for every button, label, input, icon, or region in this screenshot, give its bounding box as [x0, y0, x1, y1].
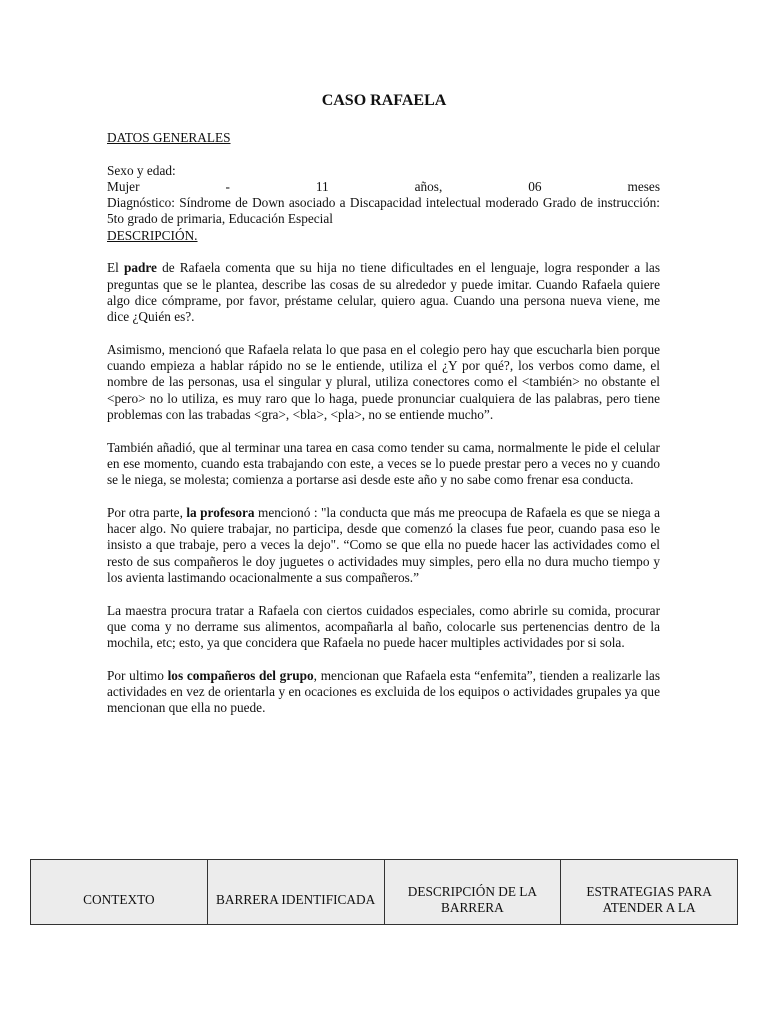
paragraph-tambien: También añadió, que al terminar una tarea en casa como tender su cama, normalmente le pide el celular en ese momento, cuando esta trabajando con este, a veces se lo puede prestar pero a veces no y cuando se le niega, se molesta; comienza a portarse asi desde este año y no sabe como frenar esa conducta.	[107, 439, 660, 488]
header-cell-contexto: CONTEXTO	[31, 860, 208, 925]
header-cell-estrategias: ESTRATEGIAS PARA ATENDER A LA	[561, 860, 738, 925]
sexo-edad-label: Sexo y edad:	[107, 162, 176, 178]
paragraph-asimismo: Asimismo, mencionó que Rafaela relata lo que pasa en el colegio pero hay que escucharla bien porque cuando empieza a hablar rápido no se le entiende, utiliza el ¿Y por qué?, los verbos como dame, el nombre de las personas, usa el singular y plural, utiliza conectores como el <también> no obstante el <pero> no lo utiliza, es muy raro que lo haga, puede pronunciar cualquiera de las palabras, pero tiene problemas con las trabadas <gra>, <bla>, <pla>, no se entiende mucho”.	[107, 341, 660, 423]
document-title: CASO RAFAELA	[321, 92, 447, 109]
descripcion-heading: DESCRIPCIÓN.	[107, 227, 198, 243]
barriers-table-wrap	[30, 859, 738, 925]
paragraph-maestra: La maestra procura tratar a Rafaela con ciertos cuidados especiales, como abrirle su comida, procurar que coma y no derrame sus alimentos, acompañarla al baño, colocarle sus pertenencias dentro de la mochila, etc; esto, ya que concidera que Rafaela no puede hacer multiples actividades por si sola.	[107, 602, 660, 651]
diagnostico-line: Diagnóstico: Síndrome de Down asociado a Discapacidad intelectual moderado Grado de instrucción: 5to grado de primaria, Educación Especial	[107, 195, 660, 227]
paragraph-padre: El padre de Rafaela comenta que su hija no tiene dificultades en el lenguaje, logra responder a las preguntas que se le plantea, describe las cosas de su alrededor y puede imitar. Cuando Rafaela quiere algo dice cómprame, por favor, préstame celular, quiero agua. Cuando una persona nueva viene, me dice ¿Quién es?.	[107, 260, 660, 325]
paragraph-profesora: Por otra parte, la profesora mencionó : "la conducta que más me preocupa de Rafaela es que se niega a hacer algo. No quiere trabajar, no participa, desde que comenzó la clases fue peor, cuando pasa eso le insisto a que trabaje, pero a veces la dejo". “Como se que ella no puede hacer las actividades como el resto de sus compañeros le doy juguetes o actividades muy simples, pero ella no dura mucho tiempo y los avienta lastimando ocacionalmente a sus compañeros.”	[107, 504, 661, 586]
header-cell-barrera: BARRERA IDENTIFICADA	[207, 860, 384, 925]
document-body	[107, 130, 660, 717]
bold-padre: padre	[123, 260, 157, 276]
paragraph-companeros: Por ultimo los compañeros del grupo, mencionan que Rafaela esta “enfemita”, tienden a realizarle las actividades en vez de orientarla y en ocaciones es excluida de los equipos o actividades grupales ya que mencionan que ella no puede.	[107, 667, 661, 716]
bold-companeros: los compañeros del grupo	[167, 667, 314, 683]
mujer-age-line: Mujer - 11 años, 06 meses	[107, 178, 660, 194]
datos-generales-heading: DATOS GENERALES	[107, 130, 231, 145]
barriers-table	[30, 859, 738, 925]
table-header-row	[31, 860, 738, 925]
header-cell-descripcion: DESCRIPCIÓN DE LA BARRERA	[384, 860, 561, 925]
bold-profesora: la profesora	[186, 504, 255, 520]
